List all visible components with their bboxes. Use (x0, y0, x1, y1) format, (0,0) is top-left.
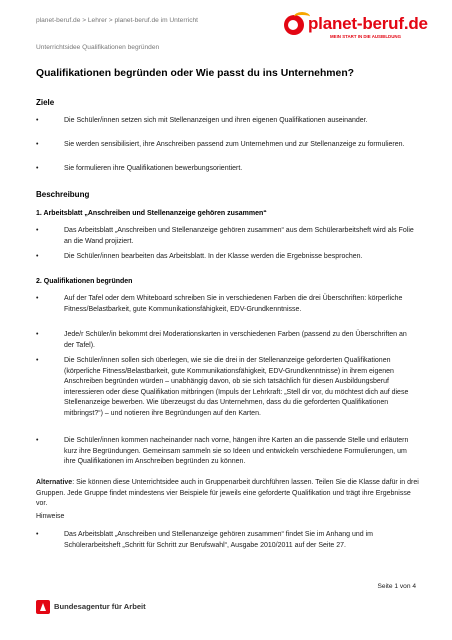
bullet-icon: • (36, 117, 39, 124)
logo-text: planet-beruf.de (308, 14, 428, 33)
section-heading-beschreibung: Beschreibung (36, 190, 90, 199)
bullet-icon: • (36, 295, 39, 302)
planet-beruf-logo (284, 12, 428, 50)
alternative-paragraph (36, 478, 420, 510)
bullet-icon: • (36, 331, 39, 338)
alternative-text: : Sie können diese Unterrichtsidee auch in Gruppenarbeit durchführen lassen. Teilen Sie die Klasse dafür in drei Gruppen. Jede Gruppe findet mindestens vier Beispiele für jeweils eine geforderte Qualifikation und trägt ihre Ergebnisse vor. (36, 479, 419, 507)
step1-heading: 1. Arbeitsblatt „Anschreiben und Stellenanzeige gehören zusammen“ (36, 210, 267, 217)
logo-tagline: MEIN START IN DIE AUSBILDUNG (330, 34, 401, 39)
document-page: planet-beruf.de > Lehrer > planet-beruf.de im Unterricht Unterrichtsidee Qualifikationen begründen planet-beruf.de MEIN START IN DIE AUSBILDUNG Qualifikationen begründen oder Wie passt du ins Unternehmen? Ziele • Die Schüler/innen setzen sich mit Stellenanzeigen und ihren eigenen Qualifikationen auseinander. • Sie werden sensibilisiert, ihre Anschreiben passend zum Unternehmen und zur Stellenanzeige zu formulieren. • Sie formulieren ihre Qualifikationen bewerbungsorientiert. Beschreibung 1. Arbeitsblatt „Anschreiben und Stellenanzeige gehören zusammen“ • Das Arbeitsblatt „Anschreiben und Stellenanzeige gehören zusammen“ aus dem Schülerarbeitsheft wird als Folie an die Wand projiziert. • Die Schüler/innen bearbeiten das Arbeitsblatt. In der Klasse werden die Ergebnisse besprochen. 2. Qualifikationen begründen • Auf der Tafel oder dem Whiteboard schreiben Sie in verschiedenen Farben die drei Überschriften: körperliche Fitness/Belastbarkeit, gute Kommunikationsfähigkeit, EDV-Grundkenntnisse. • Jede/r Schüler/in bekommt drei Moderationskarten in verschiedenen Farben (passend zu den Überschriften an der Tafel). • Die Schüler/innen sollen sich überlegen, wie sie die drei in der Stellenanzeige geforderten Qualifikationen (körperliche Fitness/Belastbarkeit, gute Kommunikationsfähigkeit, EDV-Grundkenntnisse) in ihrem eigenen Anschreiben begründen würden – unabhängig davon, ob sie sich tatsächlich für diesen Ausbildungsberuf interessieren oder diese Qualifikation mitbringen (Impuls der Lehrkraft: „Stell dir vor, du möchtest dich auf diese Stellenanzeige bewerben. Wie überzeugst du das Unternehmen, dass du die geforderten Qualifikationen mitbringst?“) – und notieren ihre Begründungen auf den Karten. • Die Schüler/innen kommen nacheinander nach vorne, hängen ihre Karten an die passende Stelle und erläutern kurz ihre Begründungen. Gemeinsam sammeln sie so Ideen und entwickeln verschiedene Formulierungen, um ihre Qualifikationen im Anschreiben begründen zu können. Alternative: Sie können diese Unterrichtsidee auch in Gruppenarbeit durchführen lassen. Teilen Sie die Klasse dafür in drei Gruppen. Jede Gruppe findet mindestens vier Beispiele für jeweils eine geforderte Qualifikation und trägt ihre Ergebnisse vor. Hinweise • Das Arbeitsblatt „Anschreiben und Stellenanzeige gehören zusammen“ findet Sie im Anhang und im Schülerarbeitsheft „Schritt für Schritt zur Berufswahl“, Ausgabe 2010/2011 auf der Seite 27. Seite 1 von 4 Bundesagentur für Arbeit (0, 0, 452, 640)
bullet-icon: • (36, 357, 39, 364)
bullet-icon: • (36, 253, 39, 260)
page-title: Qualifikationen begründen oder Wie passt du ins Unternehmen? (36, 68, 355, 79)
agency-name: Bundesagentur für Arbeit (54, 602, 146, 611)
header-subtitle: Unterrichtsidee Qualifikationen begründen (36, 44, 160, 51)
section-heading-ziele: Ziele (36, 98, 55, 107)
step2-heading: 2. Qualifikationen begründen (36, 278, 133, 285)
bullet-icon: • (36, 531, 39, 538)
bullet-icon: • (36, 165, 39, 172)
agency-mark-icon (36, 600, 50, 614)
alternative-label: Alternative (36, 479, 73, 486)
bullet-icon: • (36, 141, 39, 148)
bullet-icon: • (36, 227, 39, 234)
hinweise-heading: Hinweise (36, 513, 65, 520)
bullet-icon: • (36, 437, 39, 444)
page-number: Seite 1 von 4 (377, 583, 416, 590)
breadcrumb: planet-beruf.de > Lehrer > planet-beruf.de im Unterricht (36, 17, 199, 24)
agency-logo (36, 600, 176, 616)
